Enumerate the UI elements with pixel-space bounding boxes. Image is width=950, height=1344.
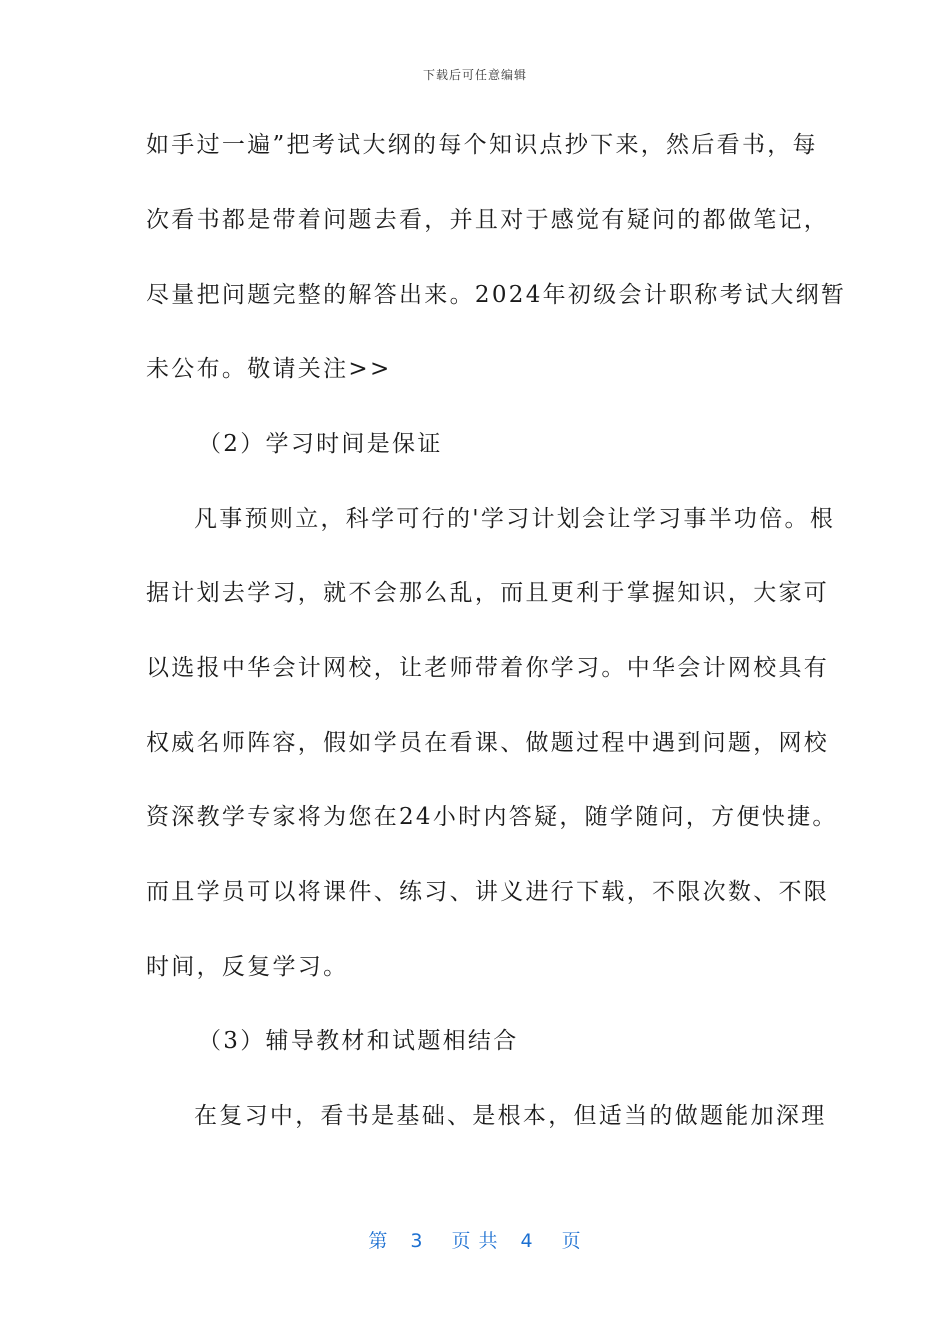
total-pages: 4	[520, 1230, 534, 1252]
section-heading: （3）辅导教材和试题相结合	[198, 1028, 519, 1054]
body-line: 而且学员可以将课件、练习、讲义进行下载，不限次数、不限	[146, 879, 830, 905]
body-line: 以选报中华会计网校，让老师带着你学习。中华会计网校具有	[146, 655, 830, 681]
body-line: 尽量把问题完整的解答出来。2024年初级会计职称考试大纲暂	[146, 282, 847, 308]
body-line: 如手过一遍”把考试大纲的每个知识点抄下来，然后看书，每	[146, 132, 818, 158]
body-line: 时间，反复学习。	[146, 954, 349, 980]
body-line: 权威名师阵容，假如学员在看课、做题过程中遇到问题，网校	[146, 730, 830, 756]
body-line: 次看书都是带着问题去看，并且对于感觉有疑问的都做笔记，	[146, 207, 830, 233]
page-mid: 页 共	[451, 1230, 499, 1252]
body-line: 据计划去学习，就不会那么乱，而且更利于掌握知识，大家可	[146, 580, 830, 606]
section-heading: （2）学习时间是保证	[198, 431, 443, 457]
page-number: 3	[410, 1230, 424, 1252]
body-line: 资深教学专家将为您在24小时内答疑，随学随问，方便快捷。	[146, 804, 838, 830]
body-line: 在复习中，看书是基础、是根本，但适当的做题能加深理	[194, 1103, 827, 1129]
body-line: 未公布。敬请关注>>	[146, 356, 392, 382]
header-note: 下载后可任意编辑	[422, 68, 527, 82]
page-footer	[0, 1226, 950, 1253]
page-prefix: 第	[368, 1230, 389, 1252]
page-suffix: 页	[561, 1230, 582, 1252]
body-line: 凡事预则立，科学可行的'学习计划会让学习事半功倍。根	[194, 506, 836, 532]
